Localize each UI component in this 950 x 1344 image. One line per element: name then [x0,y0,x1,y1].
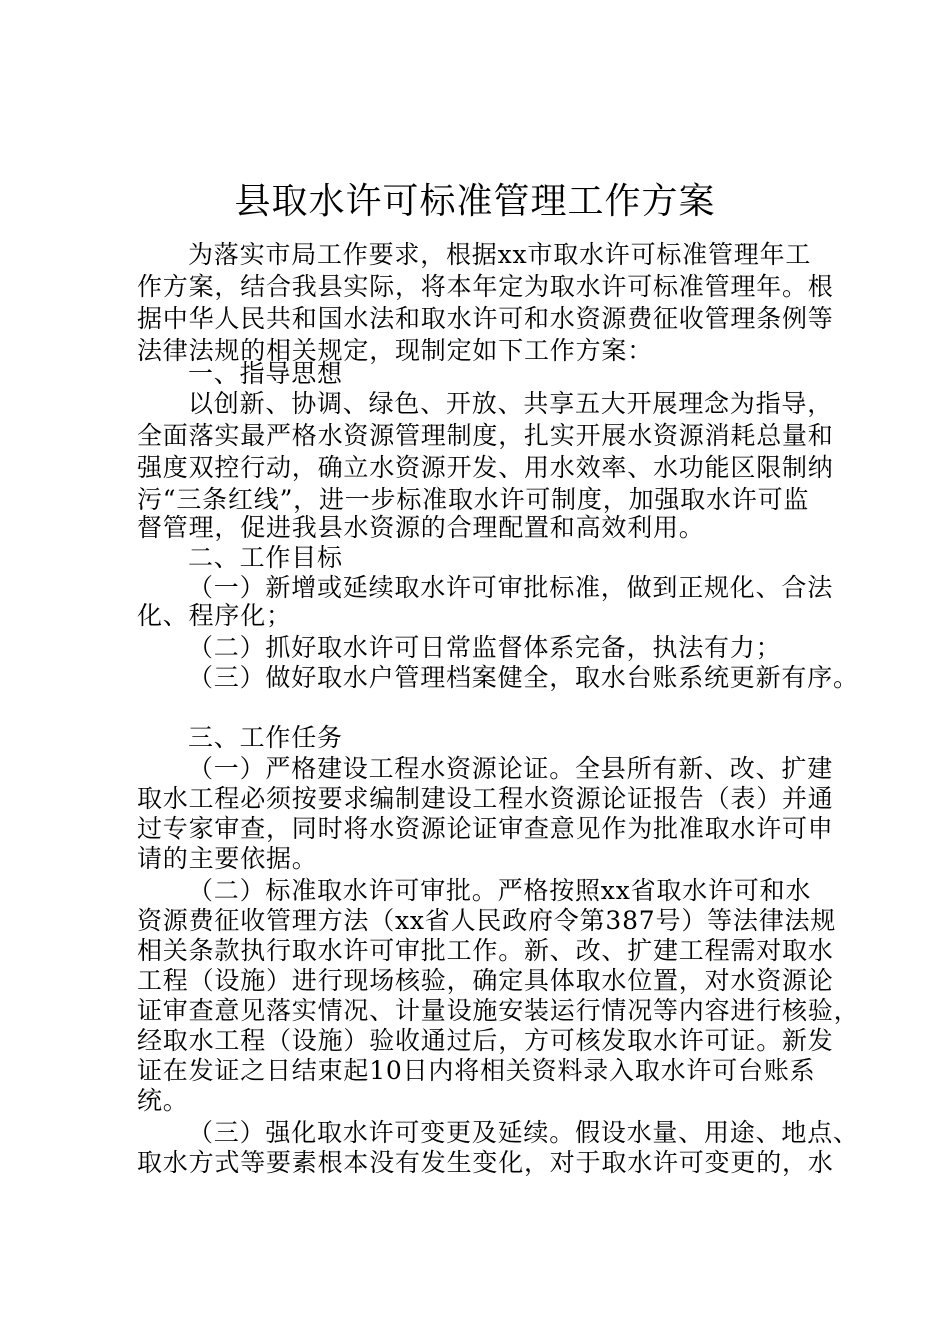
paragraph-line: 污“三条红线”，进一步标准取水许可制度，加强取水许可监 [137,485,810,514]
paragraph-line: （三）强化取水许可变更及延续。假设水量、用途、地点、 [188,1118,859,1147]
section-heading: 二、工作目标 [188,543,343,572]
paragraph-line: 统。 [137,1086,189,1115]
paragraph-line: 相关条款执行取水许可审批工作。新、改、扩建工程需对取水 [137,936,834,965]
paragraph-line: 资源费征收管理方法（xx省人民政府令第387号）等法律法规 [137,906,837,935]
paragraph-line: （一）新增或延续取水许可审批标准，做到正规化、合法 [188,573,834,602]
paragraph-line: 证在发证之日结束起10日内将相关资料录入取水许可台账系 [137,1056,816,1085]
paragraph-line: 工程（设施）进行现场核验，确定具体取水位置，对水资源论 [137,966,834,995]
paragraph-line: 证审查意见落实情况、计量设施安装运行情况等内容进行核验， [137,996,860,1025]
paragraph-line: 为落实市局工作要求，根据xx市取水许可标准管理年工 [188,240,812,269]
paragraph-line: （二）标准取水许可审批。严格按照xx省取水许可和水 [188,876,812,905]
paragraph-line: （三）做好取水户管理档案健全，取水台账系统更新有序。 [188,663,859,692]
paragraph-line: 经取水工程（设施）验收通过后，方可核发取水许可证。新发 [137,1026,834,1055]
paragraph-line: 过专家审查，同时将水资源论证审查意见作为批准取水许可申 [137,814,834,843]
section-heading: 一、指导思想 [188,359,343,388]
paragraph-line: 以创新、协调、绿色、开放、共享五大开展理念为指导， [188,389,834,418]
document-title: 县取水许可标准管理工作方案 [234,181,716,222]
paragraph-line: 请的主要依据。 [137,844,318,873]
paragraph-line: （一）严格建设工程水资源论证。全县所有新、改、扩建 [188,754,834,783]
paragraph-line: 取水工程必须按要求编制建设工程水资源论证报告（表）并通 [137,784,834,813]
paragraph-line: 作方案，结合我县实际，将本年定为取水许可标准管理年。根 [137,272,834,301]
paragraph-line: 取水方式等要素根本没有发生变化，对于取水许可变更的，水 [137,1148,834,1177]
paragraph-line: 督管理，促进我县水资源的合理配置和高效利用。 [137,513,705,542]
paragraph-line: 法律法规的相关规定，现制定如下工作方案： [137,336,654,365]
paragraph-line: （二）抓好取水许可日常监督体系完备，执法有力； [188,633,782,662]
paragraph-line: 全面落实最严格水资源管理制度，扎实开展水资源消耗总量和 [137,421,834,450]
section-heading: 三、工作任务 [188,723,343,752]
paragraph-line: 强度双控行动，确立水资源开发、用水效率、水功能区限制纳 [137,453,834,482]
paragraph-line: 化、程序化； [137,601,292,630]
paragraph-line: 据中华人民共和国水法和取水许可和水资源费征收管理条例等 [137,304,834,333]
